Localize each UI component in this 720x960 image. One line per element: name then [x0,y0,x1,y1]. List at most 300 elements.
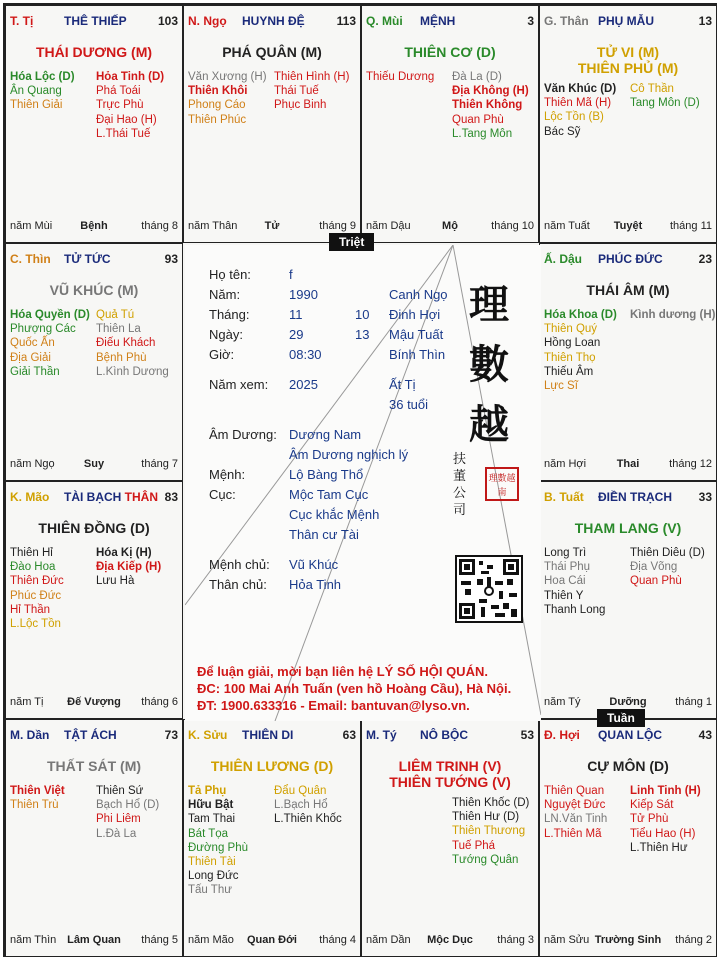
tuan-marker: Tuần [597,709,645,727]
palace-number: 103 [157,14,178,28]
star: L.Tang Môn [452,127,513,140]
main-star: PHÁ QUÂN (M) [222,44,322,60]
cuc-label: Cục: [209,487,236,502]
main-stars [6,758,182,774]
view-year-label: Năm xem: [209,377,269,392]
name-label: Họ tên: [209,267,251,282]
year-solar: 1990 [289,287,318,302]
horoscope-chart [3,3,717,957]
seal-text: 理數越南 [488,473,516,497]
main-stars [362,44,538,60]
palace-name: THIÊN DI [242,728,294,742]
palace-year: năm Tuất [544,220,590,232]
star: Đường Phù [188,841,248,854]
palace-number: 13 [698,14,712,28]
palace-year: năm Thìn [10,934,57,946]
main-stars [540,282,716,298]
star: Hữu Bật [188,799,234,812]
star: Tướng Quân [452,853,519,866]
star: Địa Không (H) [452,85,529,98]
stars-column [452,796,538,867]
day-label: Ngày: [209,327,243,342]
stars-column [10,70,96,113]
triet-marker: Triệt [329,233,374,251]
star: Phục Binh [274,99,327,112]
star: Tiểu Hao (H) [630,827,696,840]
palace-year: năm Tý [544,696,581,708]
star: Thiên Phúc [188,113,247,126]
palace-month: tháng 3 [497,934,534,946]
star: Phúc Đức [10,589,62,602]
calligraphy-char: 數 [469,341,509,388]
stars-column [366,70,452,84]
star: Tam Thai [188,813,236,826]
palace-stage: Trường Sinh [594,934,662,946]
palace-stage: Suy [83,458,105,470]
palace-year: năm Thân [188,220,238,232]
star: Long Trì [544,547,587,559]
palace-month: tháng 11 [669,220,712,232]
palace-cell[interactable] [361,5,539,243]
palace-branch: Ấ. Dậu [544,252,583,266]
thanchu-value: Hỏa Tinh [289,577,342,592]
stars-column [96,308,182,379]
star: Tả Phụ [188,785,227,797]
palace-footer [544,934,712,948]
main-star: THIÊN ĐỒNG (D) [38,520,150,536]
palace-cell[interactable] [539,243,717,481]
main-stars [6,520,182,536]
main-stars [184,758,360,774]
main-star: THÁI ÂM (M) [586,282,670,298]
palace-year: năm Dần [366,934,411,946]
palace-cell[interactable] [5,5,183,243]
stars-column [96,784,182,841]
palace-year: năm Ngọ [10,458,55,470]
star: Hỉ Thần [10,603,51,616]
star: Thiếu Âm [544,365,594,378]
star: Linh Tinh (H) [630,785,701,797]
star: Nguyệt Đức [544,799,606,812]
palace-branch: C. Thìn [10,252,51,266]
palace-name: MỆNH [420,14,456,28]
palace-cell[interactable] [183,719,361,957]
palace-month: tháng 2 [675,934,712,946]
palace-month: tháng 12 [669,458,712,470]
star: Tang Môn (D) [630,97,700,110]
star: Địa Kiếp (H) [96,561,162,574]
than-marker: THÂN [124,490,158,504]
palace-name: PHỤ MẪU [598,14,654,28]
star: Tấu Thư [188,884,232,897]
stars-column [10,546,96,631]
palace-name: HUYNH ĐỆ [242,14,305,28]
palace-number: 83 [164,490,178,504]
qr-code[interactable] [455,555,523,623]
palace-branch: K. Sửu [188,728,228,742]
palace-header [544,490,712,506]
star: Thiên Y [544,589,584,602]
palace-footer [544,220,712,234]
star: Hóa Quyền (D) [10,309,90,321]
stars-column [630,784,716,855]
palace-footer [544,458,712,472]
palace-cell[interactable] [183,5,361,243]
palace-name: ĐIỀN TRẠCH [598,490,672,504]
palace-month: tháng 5 [141,934,178,946]
star: Lưu Hà [96,575,135,588]
palace-header [10,252,178,268]
main-star: THẤT SÁT (M) [46,758,142,774]
star: Văn Xương (H) [188,71,267,83]
amduong-label: Âm Dương: [209,427,277,442]
day-lunar: Mậu Tuất [389,327,444,342]
star: Thiên Quý [544,323,598,336]
star: Đẩu Quân [274,785,327,797]
calligraphy-small-char: 公 [453,486,467,501]
star: Hồng Loan [544,337,601,350]
palace-name: NÔ BỘC [420,728,468,742]
palace-name: TẬT ÁCH [64,728,117,742]
star: Thiên Khốc (D) [452,797,530,809]
main-stars [184,44,360,60]
palace-footer [366,934,534,948]
palace-month: tháng 1 [675,696,712,708]
calligraphy-char: 越 [469,401,509,448]
main-star: THIÊN PHỦ (M) [577,60,679,76]
star: Hỏa Tinh (D) [96,71,165,83]
star: Thiên Hỉ [10,547,53,559]
palace-branch: M. Tý [366,728,397,742]
star: L.Đà La [96,827,137,840]
star: Thiên Trù [10,799,59,812]
star: Thanh Long [544,603,606,616]
star: Lộc Tồn (B) [544,111,604,124]
main-star: THAM LANG (V) [574,520,682,536]
star: Thiên Mã (H) [544,97,612,110]
palace-month: tháng 6 [141,696,178,708]
stars-column [274,784,360,827]
star: Thiếu Dương [366,71,435,83]
palace-stage: Đế Vượng [67,696,121,708]
star: Đào Hoa [10,561,56,574]
palace-cell[interactable] [539,481,717,719]
palace-header [188,728,356,744]
calligraphy-small-char: 扶 [453,452,467,467]
main-stars [540,520,716,536]
cuc-note-2: Thân cư Tài [289,527,359,542]
palace-header [544,728,712,744]
menh-label: Mệnh: [209,467,246,482]
palace-branch: Q. Mùi [366,14,403,28]
palace-header [366,728,534,744]
palace-number: 63 [342,728,356,742]
palace-header [10,14,178,30]
hour-value: 08:30 [289,347,322,362]
palace-stage: Tuyệt [613,220,643,232]
palace-header [188,14,356,30]
contact-address: ĐC: 100 Mai Anh Tuấn (ven hồ Hoàng Cầu), Hà Nội. [197,681,512,696]
star: Thiên Sứ [96,785,144,797]
main-star: THÁI DƯƠNG (M) [35,44,153,60]
stars-column [630,82,716,110]
star: Thiên Hình (H) [274,71,350,83]
contact-line: Để luận giải, mời bạn liên hệ LÝ SỐ HỘI QUÁN. [197,664,488,679]
palace-year: năm Mão [188,934,234,946]
star: Hóa Lộc (D) [10,71,75,83]
star: Thiên Quan [544,785,605,797]
calligraphy-title [469,275,509,455]
star: L.Thái Tuế [96,127,151,140]
palace-year: năm Dậu [366,220,411,232]
star: Giải Thần [10,365,60,378]
star: Thiên Thọ [544,351,596,364]
palace-footer [544,696,712,710]
star: Đà La (D) [452,71,502,83]
star: Thiên Thương [452,825,526,838]
center-info-panel [185,245,541,721]
month-label: Tháng: [209,307,250,322]
stars-column [188,70,274,127]
palace-branch: K. Mão [10,490,50,504]
thanchu-label: Thân chủ: [209,577,267,592]
star: Phượng Các [10,323,76,336]
star: Cô Thần [630,83,674,95]
palace-cell[interactable] [539,5,717,243]
star: Bạch Hổ (D) [96,799,160,812]
palace-footer [366,220,534,234]
star: Thiên Tài [188,856,236,869]
star: L.Lộc Tồn [10,618,61,631]
palace-number: 113 [336,14,356,28]
palace-header [544,252,712,268]
stars-column [544,546,630,617]
palace-branch: B. Tuất [544,490,584,504]
palace-cell[interactable] [361,719,539,957]
palace-year: năm Sửu [544,934,590,946]
palace-name: TÀI BẠCH [64,490,122,504]
star: L.Kình Dương [96,365,169,378]
palace-number: 33 [698,490,712,504]
star: Lực Sĩ [544,380,578,393]
amduong-note: Âm Dương nghịch lý [289,447,409,462]
contact-phone-email[interactable]: ĐT: 1900.633316 - Email: bantuvan@lyso.vn. [197,698,470,713]
name-value: f [289,267,293,282]
palace-month: tháng 4 [319,934,356,946]
menhchu-value: Vũ Khúc [289,557,339,572]
palace-footer [10,934,178,948]
calligraphy-char: 理 [469,281,509,328]
month-lunar-number: 10 [355,307,370,322]
stars-column [188,784,274,898]
star: Thiên Không [452,99,523,112]
palace-footer [188,220,356,234]
stars-column [452,70,538,141]
calligraphy-small [453,451,466,519]
day-lunar-number: 13 [355,327,370,342]
star: Bệnh Phù [96,351,147,364]
month-lunar: Đinh Hợi [389,307,441,322]
palace-footer [10,220,178,234]
stars-column [630,308,716,322]
view-year: 2025 [289,377,318,392]
palace-stage: Bệnh [80,220,108,232]
main-stars [6,44,182,60]
menhchu-label: Mệnh chủ: [209,557,270,572]
stars-column [544,308,630,393]
palace-number: 53 [520,728,534,742]
star: Văn Khúc (D) [544,83,617,95]
star: Quốc Ấn [10,337,55,350]
palace-cell[interactable] [5,243,183,481]
palace-number: 93 [164,252,178,266]
stars-column [544,784,630,841]
palace-number: 73 [164,728,178,742]
palace-year: năm Hợi [544,458,587,470]
main-stars [6,282,182,298]
palace-cell[interactable] [539,719,717,957]
stars-column [544,82,630,139]
palace-number: 23 [698,252,712,266]
age: 36 tuổi [389,397,429,412]
star: Thiên La [96,323,141,336]
palace-branch: M. Dần [10,728,50,742]
stars-column [274,70,360,113]
palace-stage: Lâm Quan [67,934,121,946]
palace-month: tháng 7 [141,458,178,470]
year-label: Năm: [209,287,241,302]
cuc-note-1: Cục khắc Mệnh [289,507,380,522]
star: Thiên Hư (D) [452,811,520,824]
main-stars [540,758,716,774]
stars-column [10,308,96,379]
star: Điếu Khách [96,337,156,350]
palace-number: 3 [527,14,534,28]
palace-name: PHÚC ĐỨC [598,252,663,266]
main-star: TỬ VI (M) [596,44,660,60]
menh-value: Lộ Bàng Thổ [289,467,364,482]
palace-header [366,14,534,30]
star: Tử Phù [630,813,669,826]
star: Long Đức [188,870,239,883]
star: Phi Liêm [96,813,141,826]
palace-footer [10,696,178,710]
star: Đại Hao (H) [96,113,157,126]
palace-stage: Mộ [442,220,458,232]
palace-cell[interactable] [5,719,183,957]
star: Quan Phù [630,575,682,588]
palace-footer [188,934,356,948]
star: Địa Giải [10,351,51,364]
star: Thái Phụ [544,561,591,574]
star: L.Thiên Hư [630,841,688,854]
star: Thiên Việt [10,785,65,797]
view-year-lunar: Ất Tị [389,377,416,392]
palace-stage: Thai [616,458,640,470]
star: L.Thiên Khốc [274,813,342,826]
star: Quả Tú [96,309,135,321]
amduong-value: Dương Nam [289,427,362,442]
star: Hóa Khoa (D) [544,309,617,321]
palace-name: THÊ THIẾP [64,14,127,28]
cuc-value: Mộc Tam Cục [289,487,369,502]
palace-month: tháng 9 [319,220,356,232]
palace-stage: Tử [264,220,280,232]
star: Thiên Đức [10,575,64,588]
palace-name: QUAN LỘC [598,728,662,742]
main-stars [362,758,538,790]
star: Hoa Cái [544,575,586,588]
star: Trực Phù [96,99,144,112]
year-lunar: Canh Ngọ [389,287,448,302]
palace-stage: Dưỡng [609,696,647,708]
star: Tuế Phá [452,839,496,852]
star: Bát Tọa [188,827,229,840]
main-star: CỰ MÔN (D) [587,758,669,774]
star: Thiên Khôi [188,85,248,98]
calligraphy-small-char: 董 [453,469,467,484]
palace-year: năm Tị [10,696,44,708]
main-star: THIÊN LƯƠNG (D) [210,758,334,774]
star: L.Bạch Hổ [274,799,328,812]
palace-month: tháng 10 [491,220,534,232]
palace-header [544,14,712,30]
stars-column [96,70,182,141]
palace-year: năm Mùi [10,220,53,232]
palace-branch: G. Thân [544,14,589,28]
star: Kình dương (H) [630,309,716,321]
contact-info [197,663,511,714]
month-solar: 11 [289,307,303,322]
palace-cell[interactable] [5,481,183,719]
star: Thiên Giải [10,99,63,112]
palace-footer [10,458,178,472]
palace-header [10,728,178,744]
star: Ân Quang [10,85,62,98]
star: Thái Tuế [274,85,319,98]
palace-number: 43 [698,728,712,742]
star: L.Thiên Mã [544,827,602,840]
star: Địa Võng [630,561,678,574]
palace-branch: Đ. Hợi [544,728,580,742]
main-star: THIÊN CƠ (D) [404,44,496,60]
day-solar: 29 [289,327,304,342]
palace-branch: T. Tị [10,14,34,28]
main-stars [540,44,716,76]
star: Kiếp Sát [630,799,674,812]
stars-column [10,784,96,812]
palace-branch: N. Ngọ [188,14,227,28]
hour-lunar: Bính Thìn [389,347,446,362]
calligraphy-small-char: 司 [453,503,467,518]
star: Phá Toái [96,85,141,98]
stars-column [96,546,182,589]
star: Bác Sỹ [544,125,581,138]
star: LN.Văn Tinh [544,813,608,826]
star: Quan Phù [452,113,504,126]
hour-label: Giờ: [209,347,235,362]
main-star: LIÊM TRINH (V) [398,758,502,774]
palace-stage: Mộc Dục [427,934,473,946]
palace-name: TỬ TỨC [64,252,111,266]
palace-stage: Quan Đới [247,934,297,946]
palace-header [10,490,178,506]
stars-column [630,546,716,589]
palace-month: tháng 8 [141,220,178,232]
star: Thiên Diêu (D) [630,547,705,559]
main-star: THIÊN TƯỚNG (V) [389,774,511,790]
main-star: VŨ KHÚC (M) [49,282,139,298]
